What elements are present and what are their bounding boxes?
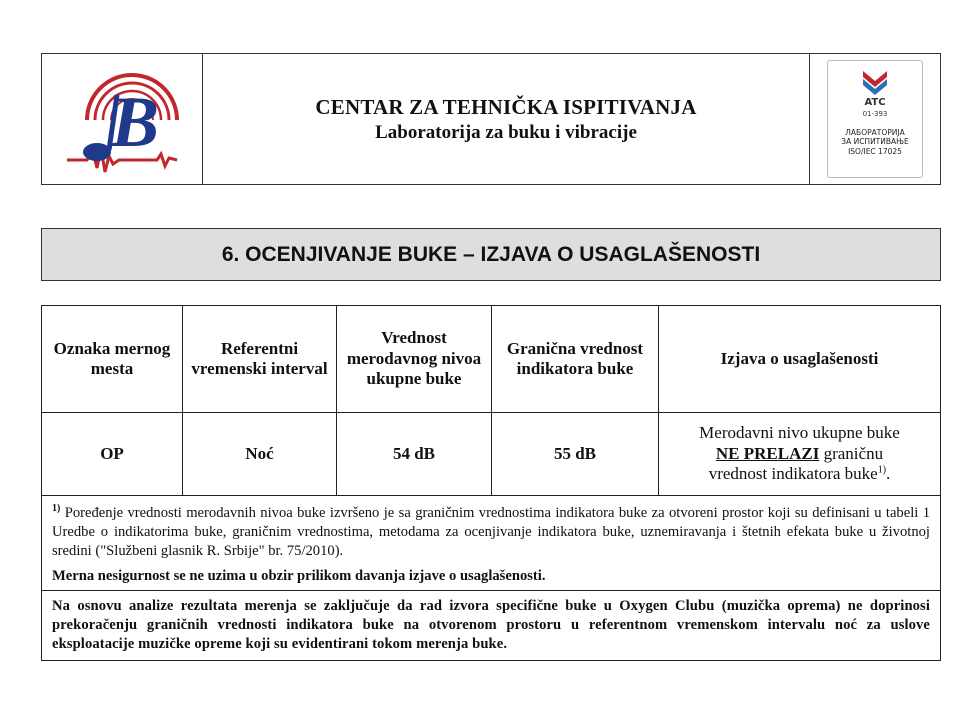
footnote-marker: 1)	[52, 503, 61, 514]
statement-end: .	[886, 464, 891, 484]
uncertainty-note: Merna nesigurnost se ne uzima u obzir prilikom davanja izjave o usaglašenosti.	[52, 567, 546, 584]
conclusion: Na osnovu analize rezultata merenja se zaključuje da rad izvora specifične buke u Oxygen Clubu (muzička oprema) ne doprinosi prekoračenju graničnih vrednosti indikatora buke na otvorenom prostoru u referentnom vremenskom intervalu noć za uslove eksploatacije muzičke opreme koji su evidentirani tokom merenja buke.	[52, 597, 930, 652]
company-logo	[42, 54, 203, 184]
statement-emphasis: NE PRELAZI	[715, 443, 820, 463]
org-title: CENTAR ZA TEHNIČKA ISPITIVANJA	[315, 94, 697, 119]
accreditation-badge	[827, 60, 923, 178]
badge-line3: ISO/IEC 17025	[848, 146, 902, 156]
statement-mid: graničnu	[819, 443, 884, 463]
document-header	[41, 53, 941, 185]
cell-limit: 55 dB	[492, 413, 659, 495]
statement-pre: Merodavni nivo ukupne buke	[699, 423, 900, 443]
badge-line1: ЛАБОРАТОРИЈА	[845, 128, 905, 137]
logo-letter: B	[111, 82, 160, 162]
statement-post: vrednost indikatora buke	[708, 464, 878, 484]
statement-footnote-ref: 1)	[877, 464, 887, 476]
footnote-text: Poređenje vrednosti merodavnih nivoa buke izvršeno je sa graničnim vrednostima indikatora buke za otvoreni prostor koji su definisani u tabeli 1 Uredbe o indikatorima buke, graničnim vrednostima, metodama za ocenjivanje indikatora buke, uznemiravanja i štetnih efekata buke u životnoj sredini ("Službeni glasnik R. Srbije" br. 75/2010).	[52, 504, 930, 559]
logo-graphic	[57, 60, 187, 178]
col-header-value: Vrednost merodavnog nivoa ukupne buke	[337, 306, 492, 412]
footnote	[42, 496, 940, 591]
table-row	[42, 413, 940, 496]
cell-statement	[659, 413, 940, 495]
cell-value: 54 dB	[337, 413, 492, 495]
badge-number: 01-393	[862, 110, 888, 118]
cell-interval: Noć	[183, 413, 337, 495]
badge-acronym: ATC	[864, 97, 886, 108]
table-header-row	[42, 306, 940, 413]
col-header-statement: Izjava o usaglašenosti	[720, 348, 879, 368]
atc-chevron-icon	[860, 69, 890, 95]
section-title: 6. OCENJIVANJE BUKE – IZJAVA O USAGLAŠENOSTI	[41, 228, 941, 281]
cell-location: OP	[42, 413, 183, 495]
badge-line2: ЗА ИСПИТИВАЊЕ	[841, 137, 909, 147]
col-header-location: Oznaka mernog mesta	[42, 306, 183, 412]
col-header-limit: Granična vrednost indikatora buke	[492, 306, 659, 412]
col-header-interval: Referentni vremenski interval	[183, 306, 337, 412]
org-subtitle: Laboratorija za buku i vibracije	[375, 121, 637, 143]
compliance-table	[41, 305, 941, 661]
